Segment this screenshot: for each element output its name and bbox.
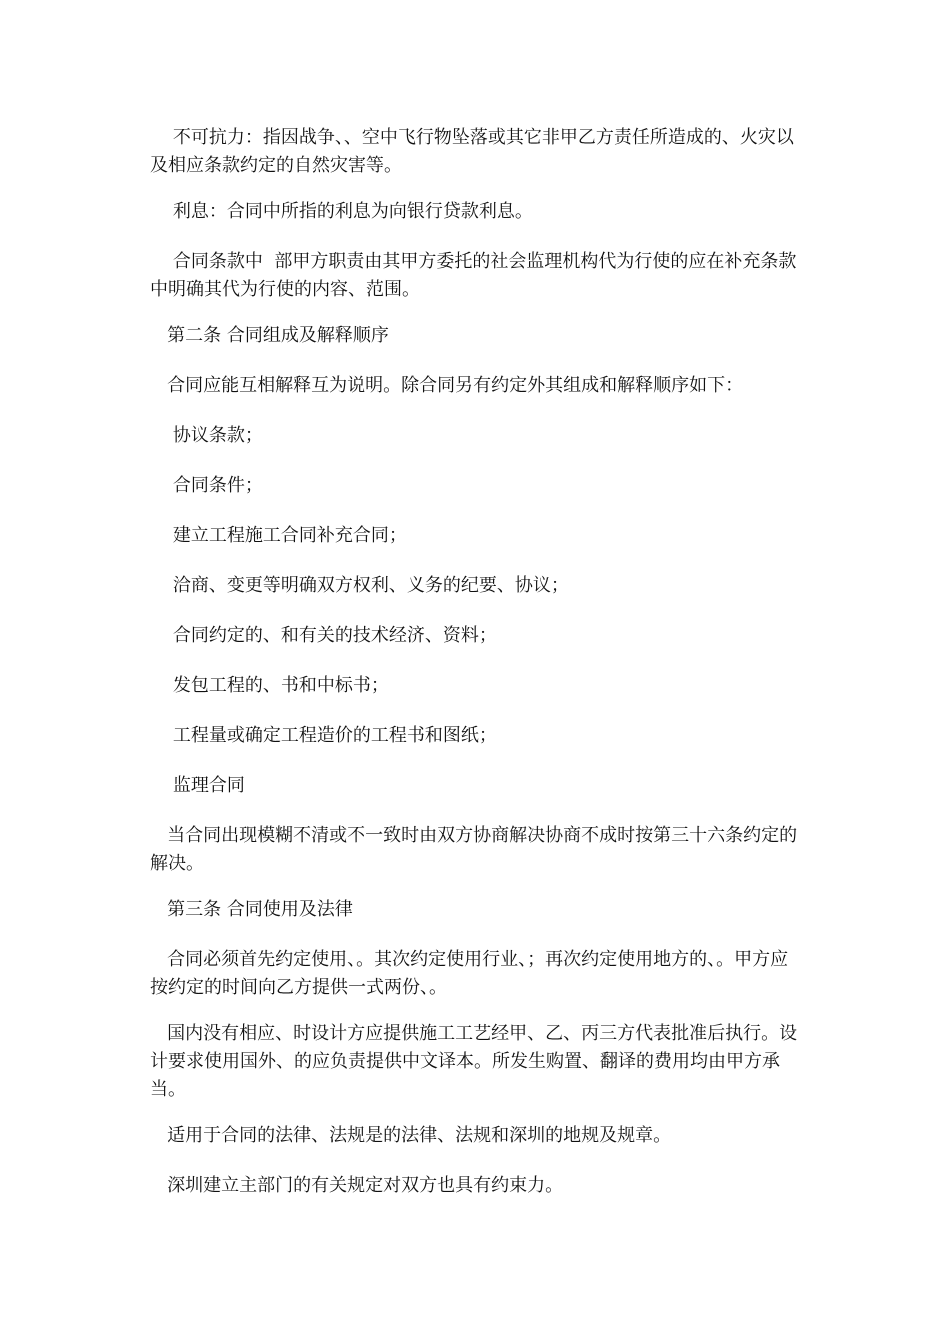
list-item-negotiation-minutes: 洽商、变更等明确双方权利、义务的纪要、协议； (150, 575, 569, 596)
paragraph-contract-terms: 合同条款中 部甲方职责由其甲方委托的社会监理机构代为行使的应在补充条款中明确其代为行使的内容、范围。 (150, 251, 797, 300)
list-item-supplementary-contract: 建立工程施工合同补充合同； (150, 525, 407, 546)
heading-article-two: 第二条 合同组成及解释顺序 (150, 325, 389, 346)
paragraph-force-majeure: 不可抗力：指因战争、、空中飞行物坠落或其它非甲乙方责任所造成的、火灾以及相应条款约定的自然灾害等。 (150, 127, 794, 176)
list-item-agreement-terms: 协议条款； (150, 425, 263, 446)
paragraph-binding-regulations: 深圳建立主部门的有关规定对双方也具有约束力。 (150, 1175, 564, 1196)
paragraph-interest: 利息：合同中所指的利息为向银行贷款利息。 (150, 201, 533, 222)
paragraph-applicable-law: 适用于合同的法律、法规是的法律、法规和深圳的地规及规章。 (150, 1125, 672, 1146)
paragraph-foreign-standards: 国内没有相应、时设计方应提供施工工艺经甲、乙、丙三方代表批准后执行。设计要求使用国外、的应负责提供中文译本。所发生购置、翻译的费用均由甲方承当。 (150, 1023, 798, 1100)
paragraph-standards-usage: 合同必须首先约定使用、。其次约定使用行业、；再次约定使用地方的、。甲方应按约定的时间向乙方提供一式两份、。 (150, 949, 789, 998)
heading-article-three: 第三条 合同使用及法律 (150, 899, 353, 920)
list-item-supervision-contract: 监理合同 (150, 775, 245, 796)
list-item-quantities-drawings: 工程量或确定工程造价的工程书和图纸； (150, 725, 497, 746)
paragraph-ambiguity-resolution: 当合同出现模糊不清或不一致时由双方协商解决协商不成时按第三十六条约定的解决。 (150, 825, 798, 874)
list-item-bid-documents: 发包工程的、书和中标书； (150, 675, 389, 696)
list-item-technical-materials: 合同约定的、和有关的技术经济、资料； (150, 625, 497, 646)
list-item-contract-conditions: 合同条件； (150, 475, 263, 496)
paragraph-interpretation-order: 合同应能互相解释互为说明。除合同另有约定外其组成和解释顺序如下： (150, 375, 744, 396)
